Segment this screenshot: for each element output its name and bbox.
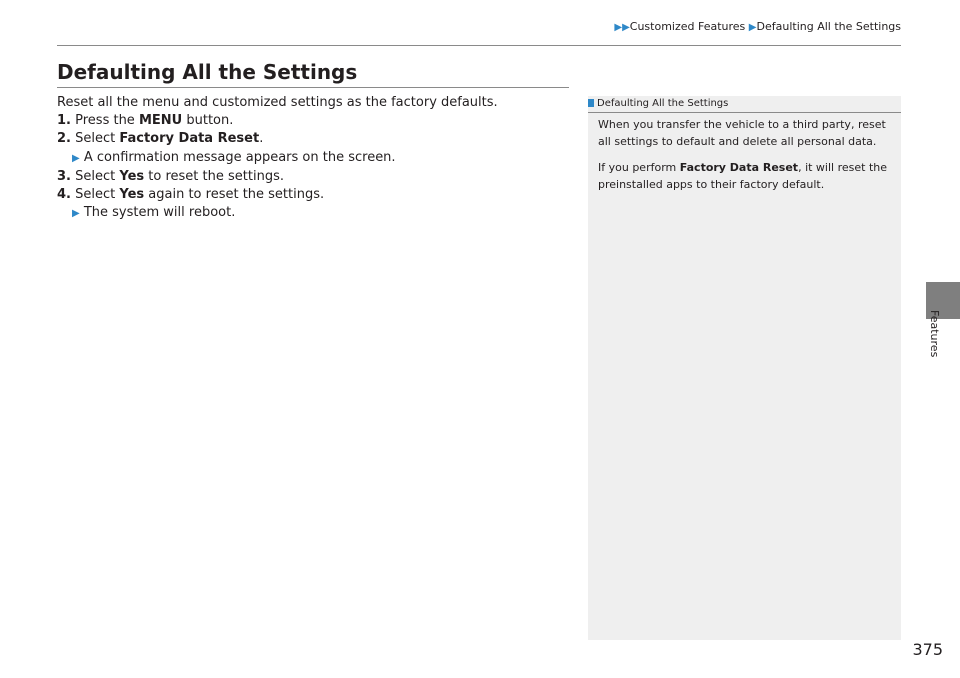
step-keyword: Yes [119, 187, 145, 203]
step-1 [57, 112, 577, 130]
page-title: Defaulting All the Settings [57, 60, 358, 84]
side-note-text: , it will reset the preinstalled apps to their factory default. [598, 161, 888, 191]
breadcrumb [614, 20, 901, 33]
step-text: . [259, 131, 264, 147]
step-keyword: Factory Data Reset [119, 131, 260, 147]
intro-text: Reset all the menu and customized settings as the factory defaults. [57, 95, 498, 110]
result-arrow-icon: ▶ [72, 152, 80, 164]
side-note-text: If you perform [598, 161, 680, 174]
step-3 [57, 168, 577, 186]
side-note-header [588, 96, 901, 113]
step-2 [57, 130, 577, 148]
side-note-para [598, 160, 891, 193]
triangle-icon: ▶ [748, 22, 757, 33]
result-1 [57, 149, 577, 168]
step-number: 1. [57, 113, 71, 129]
step-keyword: MENU [138, 113, 183, 129]
header-rule [57, 45, 901, 46]
chapter-label-text: Features [928, 310, 941, 358]
step-text: Select [75, 168, 120, 184]
result-arrow-icon: ▶ [72, 208, 80, 220]
side-note-keyword: Factory Data Reset [679, 161, 799, 174]
step-text: button. [182, 113, 234, 129]
step-text: Select [75, 131, 120, 147]
step-number: 2. [57, 131, 71, 147]
note-marker-icon [588, 99, 594, 107]
result-text: The system will reboot. [83, 205, 236, 221]
step-text: to reset the settings. [144, 168, 284, 184]
step-text: again to reset the settings. [144, 187, 325, 203]
step-keyword: Yes [119, 168, 145, 184]
step-4 [57, 186, 577, 204]
breadcrumb-item[interactable]: Defaulting All the Settings [756, 20, 901, 33]
step-text: Press the [75, 113, 139, 129]
page-number: 375 [912, 640, 943, 659]
breadcrumb-item[interactable]: Customized Features [629, 20, 746, 33]
triangle-icon: ▶▶ [614, 22, 630, 33]
step-number: 3. [57, 168, 71, 184]
step-text: Select [75, 187, 120, 203]
side-note-body [588, 113, 901, 193]
side-note-para: When you transfer the vehicle to a third party, reset all settings to default and delete all personal data. [598, 118, 886, 148]
result-text: A confirmation message appears on the screen. [83, 149, 396, 165]
title-rule [57, 87, 569, 88]
step-number: 4. [57, 187, 71, 203]
side-note-title: Defaulting All the Settings [597, 97, 729, 109]
side-note [588, 96, 901, 640]
chapter-label [928, 310, 942, 370]
result-2 [57, 204, 577, 223]
instructions [57, 94, 577, 223]
